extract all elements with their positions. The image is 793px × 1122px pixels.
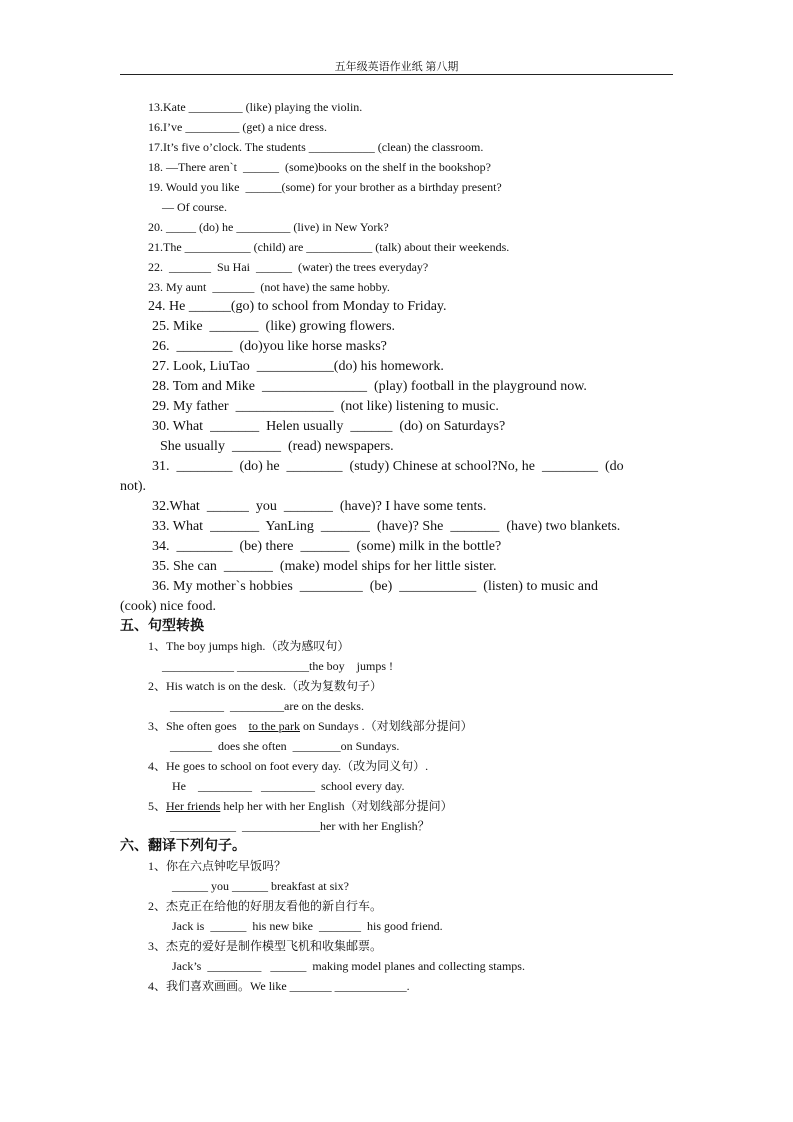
line-text: 25. Mike _______ (like) growing flowers. xyxy=(152,319,396,334)
line-text: 五、句型转换 xyxy=(120,619,204,634)
exercise-line xyxy=(148,980,410,992)
line-text: 3、She often goes xyxy=(148,719,249,733)
line-text: 27. Look, LiuTao ___________(do) his homework. xyxy=(152,359,444,374)
line-text: 5、 xyxy=(148,799,167,813)
line-text: 19. Would you like ______(some) for your brother as a birthday present? xyxy=(148,180,502,194)
exercise-line xyxy=(170,700,364,712)
exercise-line xyxy=(172,920,443,932)
exercise-line xyxy=(152,520,620,534)
line-text: _________ _________are on the desks. xyxy=(170,699,364,713)
exercise-line xyxy=(148,101,362,113)
line-text: _______ does she often ________on Sundays. xyxy=(170,739,400,753)
exercise-line xyxy=(148,300,447,314)
exercise-line xyxy=(152,500,486,514)
line-text: 2、His watch is on the desk.（改为复数句子） xyxy=(148,679,382,693)
exercise-line xyxy=(172,780,405,792)
line-text: ______ you ______ breakfast at six? xyxy=(172,879,349,893)
line-text: 17.It’s five o’clock. The students ___________ (clean) the classroom. xyxy=(148,140,484,154)
line-text: 33. What _______ YanLing _______ (have)? She _______ (have) two blankets. xyxy=(152,519,621,534)
page-header: 五年级英语作业纸 第八期 xyxy=(334,61,459,73)
exercise-line xyxy=(152,320,395,334)
line-text: 34. ________ (be) there _______ (some) milk in the bottle? xyxy=(152,539,502,554)
exercise-line xyxy=(152,380,587,394)
line-text: 4、He goes to school on foot every day.（改为同义句）. xyxy=(148,759,429,773)
exercise-line xyxy=(120,600,216,614)
exercise-line xyxy=(148,141,483,153)
exercise-line xyxy=(152,460,624,474)
line-text: 22. _______ Su Hai ______ (water) the trees everyday? xyxy=(148,260,429,274)
line-text: 1、The boy jumps high.（改为感叹句） xyxy=(148,639,350,653)
line-text: 4、我们喜欢画画。We like _______ ____________. xyxy=(148,979,410,993)
exercise-line xyxy=(148,261,428,273)
line-text: — Of course. xyxy=(162,200,227,214)
exercise-line xyxy=(152,580,598,594)
section-heading xyxy=(120,840,246,854)
exercise-line xyxy=(152,400,499,414)
exercise-line xyxy=(170,820,430,832)
line-text: 3、杰克的爱好是制作模型飞机和收集邮票。 xyxy=(148,939,383,953)
line-text: 20. _____ (do) he _________ (live) in New York? xyxy=(148,220,389,234)
exercise-line xyxy=(148,860,286,872)
line-text: 26. ________ (do)you like horse masks? xyxy=(152,339,387,354)
exercise-line xyxy=(148,121,327,133)
line-text: 18. —There aren`t ______ (some)books on the shelf in the bookshop? xyxy=(148,160,491,174)
line-text: not). xyxy=(120,479,147,494)
line-text: ____________ ____________the boy jumps ! xyxy=(162,659,393,673)
line-text: (cook) nice food. xyxy=(120,599,217,614)
line-text: 1、你在六点钟吃早饭吗？ xyxy=(148,859,287,873)
line-text: He _________ _________ school every day. xyxy=(172,779,405,793)
line-text: Jack’s _________ ______ making model planes and collecting stamps. xyxy=(172,959,525,973)
exercise-line xyxy=(148,680,382,692)
exercise-line xyxy=(148,720,473,732)
exercise-line xyxy=(148,800,453,812)
underlined-text: to the park xyxy=(248,719,300,733)
exercise-line xyxy=(148,940,382,952)
line-text: She usually _______ (read) newspapers. xyxy=(160,439,394,454)
line-text: 32.What ______ you _______ (have)? I have some tents. xyxy=(152,499,487,514)
line-text: on Sundays .（对划线部分提问） xyxy=(299,719,473,733)
exercise-line xyxy=(152,420,505,434)
line-text: Jack is ______ his new bike _______ his good friend. xyxy=(172,919,443,933)
exercise-line xyxy=(152,360,444,374)
exercise-line xyxy=(148,241,509,253)
line-text: 24. He ______(go) to school from Monday to Friday. xyxy=(148,299,447,314)
line-text: 21.The ___________ (child) are ___________ (talk) about their weekends. xyxy=(148,240,510,254)
exercise-line xyxy=(172,960,525,972)
underlined-text: Her friends xyxy=(166,799,221,813)
line-text: 六、翻译下列句子。 xyxy=(120,839,246,854)
exercise-line xyxy=(162,660,393,672)
exercise-line xyxy=(152,340,387,354)
line-text: 28. Tom and Mike _______________ (play) football in the playground now. xyxy=(152,379,587,394)
exercise-line xyxy=(160,440,394,454)
exercise-line xyxy=(172,880,349,892)
line-text: 30. What _______ Helen usually ______ (do) on Saturdays? xyxy=(152,419,506,434)
section-heading xyxy=(120,620,204,634)
line-text: 16.I’ve _________ (get) a nice dress. xyxy=(148,120,327,134)
line-text: 31. ________ (do) he ________ (study) Chinese at school?No, he ________ (do xyxy=(152,459,624,474)
exercise-line xyxy=(170,740,399,752)
line-text: 23. My aunt _______ (not have) the same hobby. xyxy=(148,280,390,294)
exercise-line xyxy=(148,181,502,193)
exercise-line xyxy=(148,760,428,772)
exercise-line xyxy=(148,640,349,652)
exercise-line xyxy=(152,560,497,574)
exercise-line xyxy=(162,201,227,213)
exercise-line xyxy=(148,161,491,173)
line-text: 2、杰克正在给他的好朋友看他的新自行车。 xyxy=(148,899,383,913)
line-text: 13.Kate _________ (like) playing the violin. xyxy=(148,100,363,114)
exercise-line xyxy=(152,540,501,554)
line-text: 35. She can _______ (make) model ships for her little sister. xyxy=(152,559,497,574)
line-text: 29. My father ______________ (not like) listening to music. xyxy=(152,399,499,414)
line-text: ___________ _____________her with her English？ xyxy=(170,819,430,833)
header-rule xyxy=(120,74,673,75)
line-text: 36. My mother`s hobbies _________ (be) ___________ (listen) to music and xyxy=(152,579,599,594)
exercise-line xyxy=(148,281,390,293)
exercise-line xyxy=(120,480,146,494)
exercise-line xyxy=(148,900,382,912)
line-text: help her with her English（对划线部分提问） xyxy=(220,799,453,813)
exercise-line xyxy=(148,221,389,233)
